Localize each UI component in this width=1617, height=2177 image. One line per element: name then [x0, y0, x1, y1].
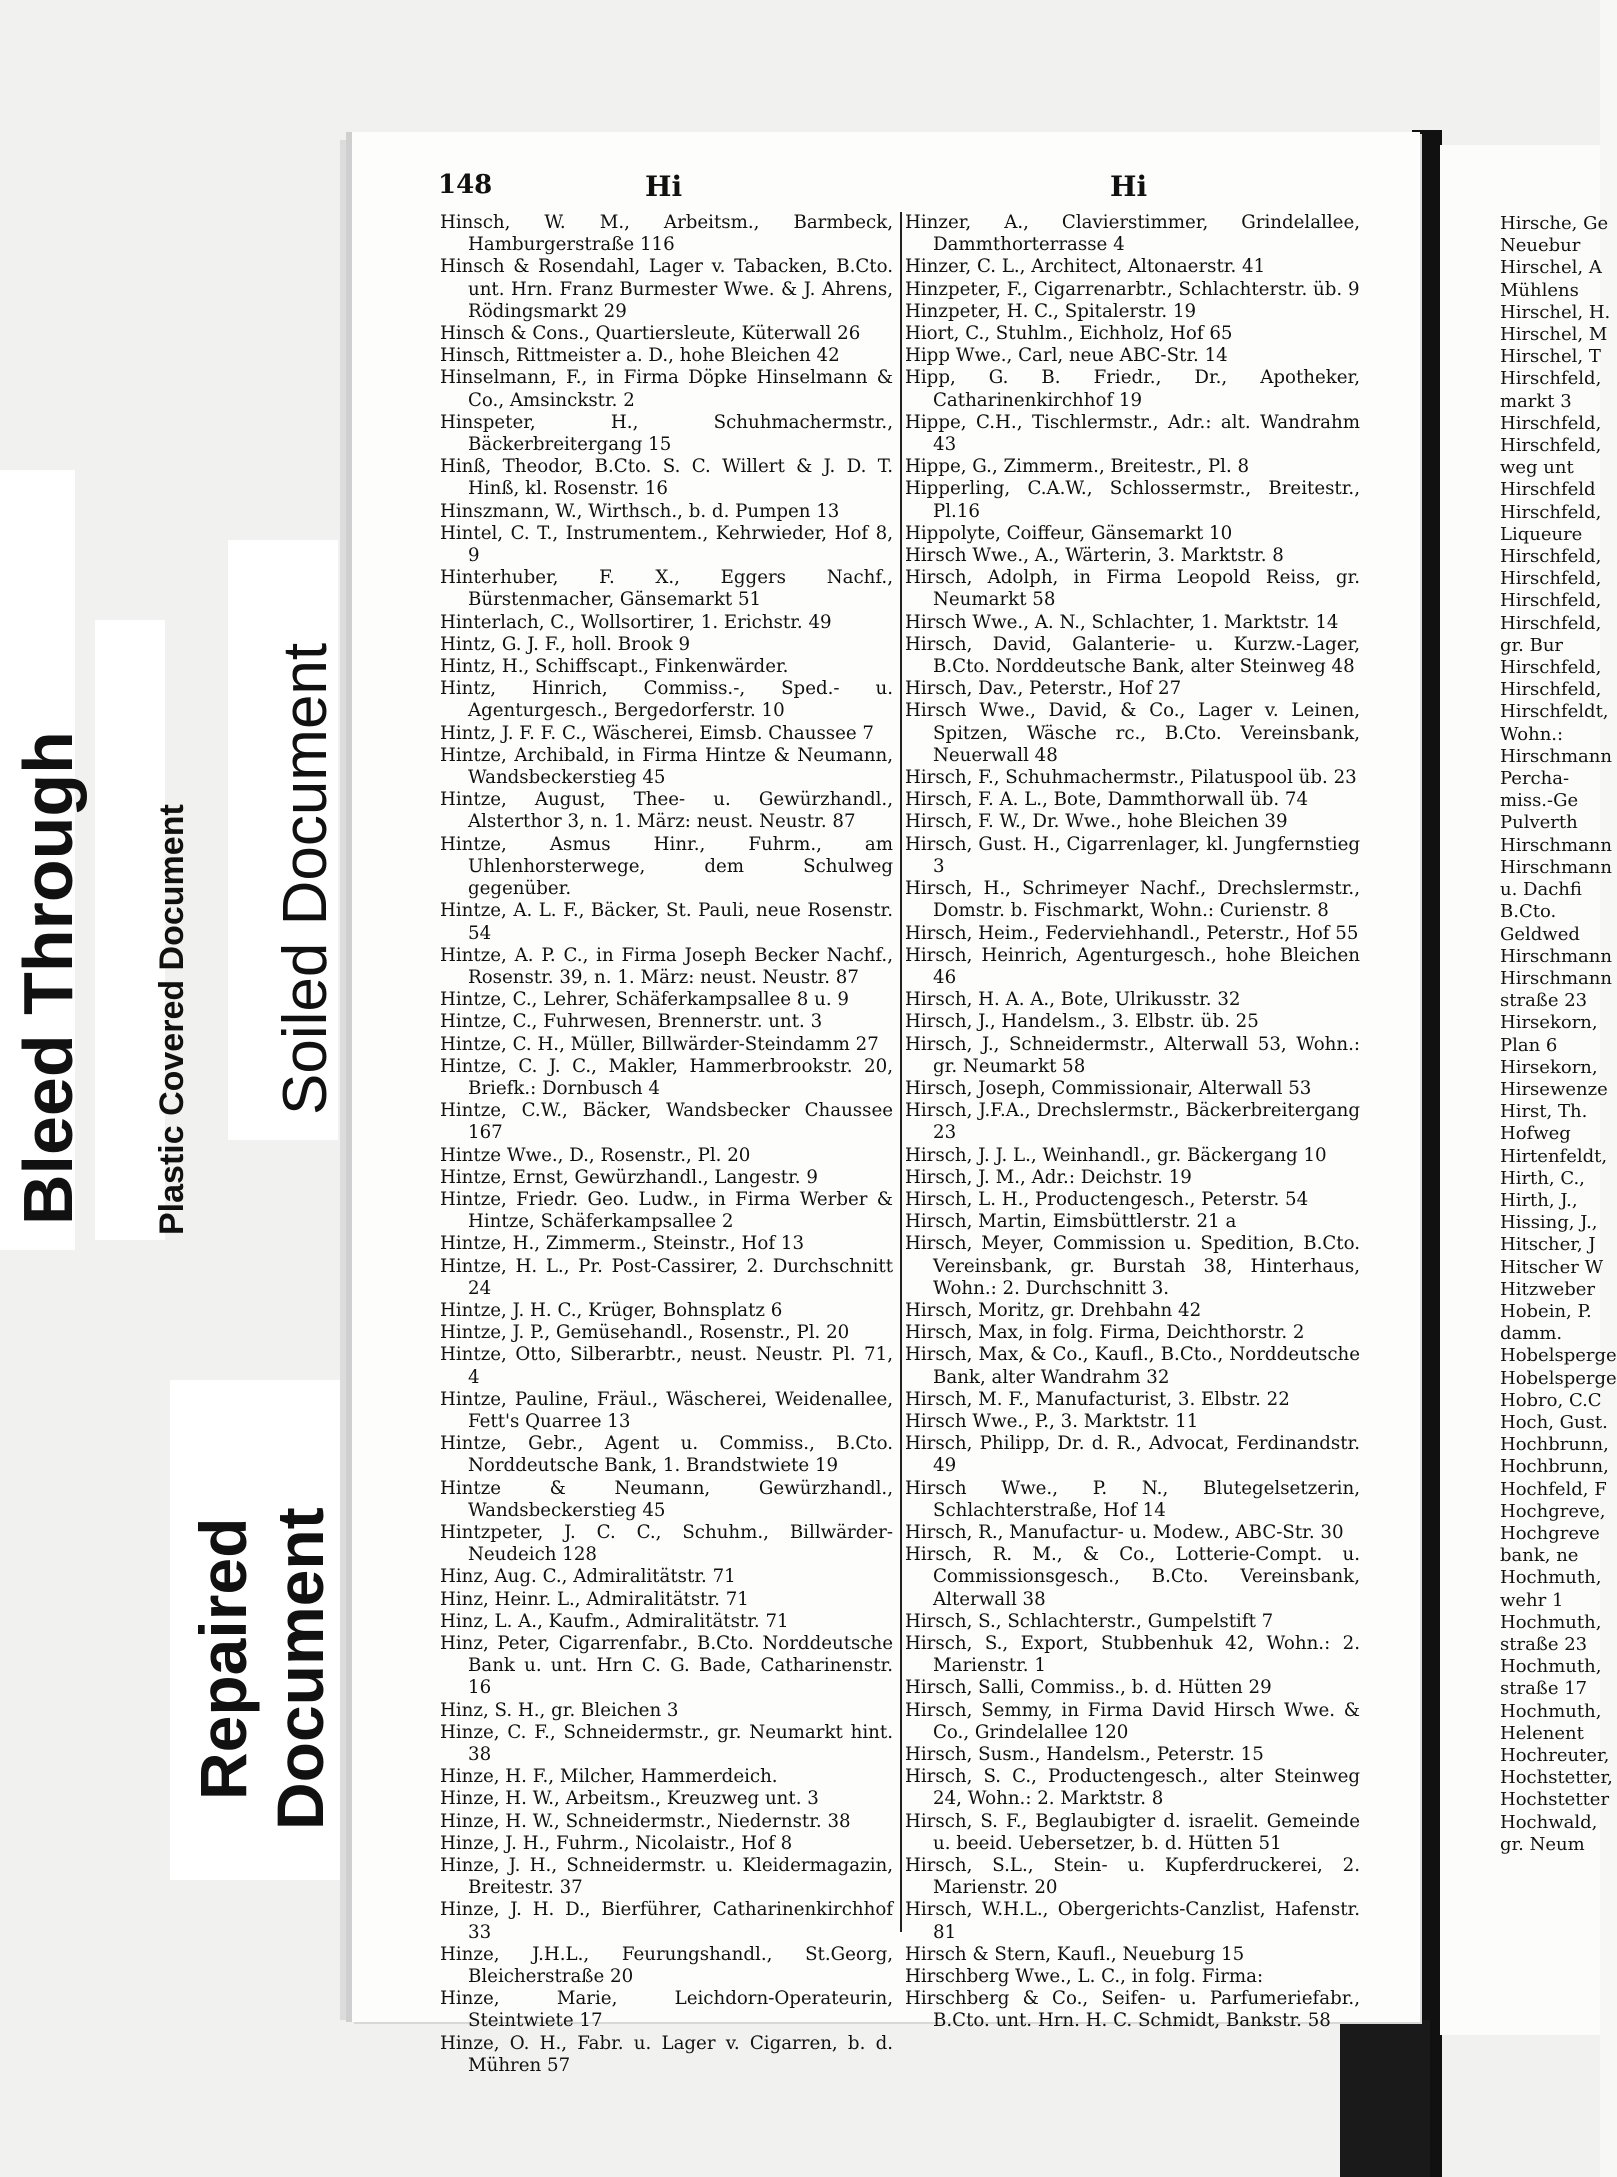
next-page-entry-fragment: Plan 6: [1500, 1034, 1558, 1056]
repaired-document-label-line1: Repaired: [186, 1517, 260, 1800]
directory-entry: Hipperling, C.A.W., Schlossermstr., Breitestr., Pl.16: [905, 478, 1360, 522]
column-divider: [900, 212, 902, 1932]
directory-entry: Hinsch, Rittmeister a. D., hohe Bleichen 42: [440, 345, 840, 367]
directory-entry: Hintze, August, Thee- u. Gewürzhandl., Alsterthor 3, n. 1. März: neust. Neustr. 87: [440, 789, 893, 833]
directory-entry: Hintz, G. J. F., holl. Brook 9: [440, 633, 691, 655]
next-page-entry-fragment: Hitscher, J: [1500, 1234, 1596, 1256]
next-page-entry-fragment: gr. Bur: [1500, 634, 1564, 656]
binder-bottom: [1340, 2020, 1430, 2177]
directory-entry: Hinz, Aug. C., Admiralitätstr. 71: [440, 1566, 736, 1588]
directory-entry: Hintze, Friedr. Geo. Ludw., in Firma Werber & Hintze, Schäferkampsallee 2: [440, 1188, 893, 1233]
next-page-entry-fragment: Liqueure: [1500, 523, 1583, 545]
directory-entry: Hinzer, C. L., Architect, Altonaerstr. 41: [905, 256, 1266, 278]
directory-entry: Hintze, Otto, Silberarbtr., neust. Neustr. Pl. 71, 4: [440, 1344, 893, 1388]
directory-entry: Hirsch, J. M., Adr.: Deichstr. 19: [905, 1166, 1192, 1188]
directory-entry: Hinspeter, H., Schuhmachermstr., Bäckerbreitergang 15: [440, 411, 893, 456]
directory-entry: Hinterlach, C., Wollsortirer, 1. Erichstr. 49: [440, 611, 832, 633]
next-page-entry-fragment: Hochgreve,: [1500, 1500, 1606, 1522]
directory-entry: Hirsch, Max, & Co., Kaufl., B.Cto., Norddeutsche Bank, alter Wandrahm 32: [905, 1344, 1360, 1388]
next-page-entry-fragment: Geldwed: [1500, 923, 1580, 945]
directory-entry: Hintze, C. H., Müller, Billwärder-Steindamm 27: [440, 1033, 879, 1055]
next-page-entry-fragment: Hochmuth,: [1500, 1567, 1602, 1589]
directory-entry: Hirschberg & Co., Seifen- u. Parfumeriefabr., B.Cto. unt. Hrn. H. C. Schmidt, Bankstr. 58: [905, 1988, 1360, 2032]
directory-entry: Hirsch, Gust. H., Cigarrenlager, kl. Jungfernstieg 3: [905, 833, 1360, 877]
next-page-entry-fragment: miss.-Ge: [1500, 790, 1579, 812]
directory-entry: Hirsch Wwe., P., 3. Marktstr. 11: [905, 1410, 1199, 1432]
directory-entry: Hintze, Asmus Hinr., Fuhrm., am Uhlenhorsterwege, dem Schulweg gegenüber.: [440, 833, 893, 900]
directory-entry: Hintz, H., Schiffscapt., Finkenwärder.: [440, 656, 789, 678]
next-page-entry-fragment: Hochfeld, F: [1500, 1478, 1607, 1500]
next-page-entry-fragment: straße 17: [1500, 1678, 1588, 1700]
next-page-entry-fragment: Hirschmann: [1500, 856, 1612, 878]
directory-entry: Hirsch, H. A. A., Bote, Ulrikusstr. 32: [905, 989, 1241, 1011]
next-page-entry-fragment: Hirsewenze: [1500, 1078, 1608, 1100]
directory-entry: Hiort, C., Stuhlm., Eichholz, Hof 65: [905, 323, 1233, 345]
next-page-entry-fragment: Hirtenfeldt,: [1500, 1145, 1608, 1167]
next-page-entry-fragment: Hirschfeld,: [1500, 412, 1602, 434]
directory-entry: Hirsch, Salli, Commiss., b. d. Hütten 29: [905, 1677, 1272, 1699]
directory-entry: Hippe, C.H., Tischlermstr., Adr.: alt. Wandrahm 43: [905, 411, 1360, 456]
next-page-entry-fragment: bank, ne: [1500, 1545, 1579, 1567]
next-page-entry-fragment: Hirschfeld,: [1500, 568, 1602, 590]
next-page-entry-fragment: Hirschfeld,: [1500, 679, 1602, 701]
directory-entry: Hintze, C. J. C., Makler, Hammerbrookstr. 20, Briefk.: Dornbusch 4: [440, 1055, 893, 1099]
directory-entry: Hinzpeter, F., Cigarrenarbtr., Schlachterstr. üb. 9: [905, 278, 1360, 300]
directory-entry: Hintz, Hinrich, Commiss.-, Sped.- u. Agenturgesch., Bergedorferstr. 10: [440, 678, 893, 722]
directory-entry: Hirsch Wwe., P. N., Blutegelsetzerin, Schlachterstraße, Hof 14: [905, 1477, 1360, 1521]
next-page-entry-fragment: Hirschfeld,: [1500, 501, 1602, 523]
bleed-through-label: Bleed Through: [9, 731, 87, 1225]
directory-entry: Hirsch, J., Schneidermstr., Alterwall 53, Wohn.: gr. Neumarkt 58: [905, 1033, 1360, 1077]
directory-entry: Hintze, Gebr., Agent u. Commiss., B.Cto. Norddeutsche Bank, 1. Brandstwiete 19: [440, 1433, 893, 1477]
directory-entry: Hintze & Neumann, Gewürzhandl., Wandsbeckerstieg 45: [440, 1477, 893, 1521]
directory-entry: Hirsch, F. A. L., Bote, Dammthorwall üb. 74: [905, 789, 1309, 811]
directory-entry: Hirsch, Adolph, in Firma Leopold Reiss, gr. Neumarkt 58: [905, 567, 1360, 611]
directory-entry: Hirsch, Dav., Peterstr., Hof 27: [905, 678, 1182, 700]
next-page-entry-fragment: Hitscher W: [1500, 1256, 1604, 1278]
directory-entry: Hirsch, Meyer, Commission u. Spedition, B.Cto. Vereinsbank, gr. Burstah 38, Hinterhaus, Wohn.: 2. Durchschnitt 3.: [905, 1233, 1360, 1299]
next-page-entry-fragment: Hirschmann: [1500, 834, 1612, 856]
next-page-entry-fragment: Hitzweber: [1500, 1278, 1596, 1300]
next-page-entry-fragment: Percha-: [1500, 768, 1570, 790]
next-page-entry-fragment: Hirschfeld: [1500, 479, 1596, 501]
left-column: [440, 212, 893, 2077]
directory-entry: Hirsch, S., Schlachterstr., Gumpelstift 7: [905, 1610, 1274, 1632]
next-page-entry-fragment: Hirschfeld,: [1500, 435, 1602, 457]
repaired-document-label-line2: Document: [263, 1507, 337, 1830]
directory-entry: Hirsch, J., Handelsm., 3. Elbstr. üb. 25: [905, 1011, 1259, 1033]
directory-entry: Hirsch, Max, in folg. Firma, Deichthorstr. 2: [905, 1322, 1305, 1344]
next-page-entry-fragment: Hirschfeld,: [1500, 368, 1602, 390]
directory-entry: Hirsch, J.F.A., Drechslermstr., Bäckerbreitergang 23: [905, 1100, 1360, 1144]
right-column: [905, 212, 1360, 2033]
directory-entry: Hinze, O. H., Fabr. u. Lager v. Cigarren, b. d. Mühren 57: [440, 2032, 893, 2076]
directory-entry: Hirsch, Semmy, in Firma David Hirsch Wwe. & Co., Grindelallee 120: [905, 1699, 1360, 1743]
next-page-entry-fragment: Hirth, J.,: [1500, 1189, 1578, 1211]
directory-entry: Hirsch, S. C., Productengesch., alter Steinweg 24, Wohn.: 2. Marktstr. 8: [905, 1766, 1360, 1810]
directory-entry: Hinzpeter, H. C., Spitalerstr. 19: [905, 300, 1197, 322]
directory-entry: Hintze, C.W., Bäcker, Wandsbecker Chaussee 167: [440, 1100, 893, 1144]
directory-entry: Hintze, C., Lehrer, Schäferkampsallee 8 u. 9: [440, 989, 849, 1011]
next-page-entry-fragment: Helenent: [1500, 1722, 1584, 1744]
next-page-entry-fragment: Hirschfeldt,: [1500, 701, 1609, 723]
next-page-entry-fragment: Hobelsperge: [1500, 1345, 1617, 1367]
next-page-entry-fragment: Hochgreve: [1500, 1522, 1600, 1544]
next-page-fragment: [1440, 145, 1617, 2035]
directory-entry: Hinszmann, W., Wirthsch., b. d. Pumpen 13: [440, 500, 840, 522]
next-page-entry-fragment: Hobein, P.: [1500, 1300, 1592, 1322]
page-number: 148: [438, 170, 493, 200]
next-page-entry-fragment: Hirsekorn,: [1500, 1012, 1598, 1034]
directory-entry: Hinsch & Rosendahl, Lager v. Tabacken, B.Cto. unt. Hrn. Franz Burmester Wwe. & J. Ahrens, Rödingsmarkt 29: [440, 256, 893, 322]
directory-entry: Hinze, J. H. D., Bierführer, Catharinenkirchhof 33: [440, 1899, 893, 1943]
directory-entry: Hirsch, Martin, Eimsbüttlerstr. 21 a: [905, 1211, 1237, 1233]
directory-entry: Hirsch, Philipp, Dr. d. R., Advocat, Ferdinandstr. 49: [905, 1433, 1360, 1477]
plastic-covered-label: Plastic Covered Document: [153, 804, 191, 1235]
next-page-entry-fragment: Wohn.:: [1500, 723, 1564, 745]
directory-entry: Hinselmann, F., in Firma Döpke Hinselmann & Co., Amsinckstr. 2: [440, 367, 893, 411]
directory-entry: Hirsch, S.L., Stein- u. Kupferdruckerei, 2. Marienstr. 20: [905, 1855, 1360, 1899]
directory-entry: Hinze, H. F., Milcher, Hammerdeich.: [440, 1766, 778, 1788]
directory-entry: Hintze, J. P., Gemüsehandl., Rosenstr., Pl. 20: [440, 1322, 850, 1344]
directory-entry: Hirsch, S., Export, Stubbenhuk 42, Wohn.: 2. Marienstr. 1: [905, 1633, 1360, 1677]
directory-entry: Hintze, Ernst, Gewürzhandl., Langestr. 9: [440, 1166, 818, 1188]
directory-entry: Hintel, C. T., Instrumentem., Kehrwieder, Hof 8, 9: [440, 522, 893, 567]
directory-entry: Hippolyte, Coiffeur, Gänsemarkt 10: [905, 522, 1233, 544]
directory-entry: Hirsch, H., Schrimeyer Nachf., Drechslermstr., Domstr. b. Fischmarkt, Wohn.: Curienstr. 8: [905, 878, 1360, 922]
next-page-entry-fragment: straße 23: [1500, 1634, 1588, 1655]
next-page-entry-fragment: gr. Neum: [1500, 1833, 1585, 1855]
next-page-entry-fragment: Hochmuth,: [1500, 1656, 1602, 1678]
next-page-entry-fragment: Hirschfeld,: [1500, 612, 1602, 634]
directory-entry: Hinsch & Cons., Quartiersleute, Küterwall 26: [440, 323, 861, 345]
directory-entry: Hipp, G. B. Friedr., Dr., Apotheker, Catharinenkirchhof 19: [905, 367, 1360, 411]
directory-entry: Hirschberg Wwe., L. C., in folg. Firma:: [905, 1966, 1264, 1988]
directory-entry: Hinze, Marie, Leichdorn-Operateurin, Steintwiete 17: [440, 1988, 893, 2032]
next-page-entry-fragment: Hirschmann: [1500, 967, 1612, 989]
next-page-entry-fragment: Hochbrunn,: [1500, 1456, 1609, 1478]
directory-entry: Hirsch, F., Schuhmachermstr., Pilatuspool üb. 23: [905, 767, 1357, 789]
directory-entry: Hirsch, S. F., Beglaubigter d. israelit. Gemeinde u. beeid. Uebersetzer, b. d. Hütten 51: [905, 1810, 1360, 1854]
directory-entry: Hirsch Wwe., A., Wärterin, 3. Marktstr. 8: [905, 545, 1284, 567]
next-page-entry-fragment: weg unt: [1500, 457, 1574, 479]
directory-entry: Hintze, H. L., Pr. Post-Cassirer, 2. Durchschnitt 24: [440, 1255, 893, 1299]
next-page-entry-fragment: Neuebur: [1500, 235, 1581, 257]
directory-entry: Hirsch, J. J. L., Weinhandl., gr. Bäckergang 10: [905, 1144, 1327, 1166]
directory-entry: Hirsch, L. H., Productengesch., Peterstr. 54: [905, 1188, 1309, 1210]
directory-entry: Hirsch, F. W., Dr. Wwe., hohe Bleichen 39: [905, 811, 1288, 833]
directory-entry: Hirsch, Heim., Federviehhandl., Peterstr., Hof 55: [905, 922, 1359, 944]
directory-entry: Hinz, S. H., gr. Bleichen 3: [440, 1699, 679, 1721]
next-page-entry-fragment: Hirschmann: [1500, 745, 1612, 767]
directory-entry: Hintze, A. L. F., Bäcker, St. Pauli, neue Rosenstr. 54: [440, 900, 893, 944]
next-page-entry-fragment: Hissing, J.,: [1500, 1212, 1598, 1234]
directory-entry: Hippe, G., Zimmerm., Breitestr., Pl. 8: [905, 456, 1250, 478]
directory-entry: Hirsch, Heinrich, Agenturgesch., hohe Bleichen 46: [905, 944, 1360, 988]
next-page-entry-fragment: Hochmuth,: [1500, 1611, 1602, 1633]
directory-entry: Hintz, J. F. F. C., Wäscherei, Eimsb. Chaussee 7: [440, 722, 874, 744]
directory-entry: Hirsch, R., Manufactur- u. Modew., ABC-Str. 30: [905, 1521, 1344, 1543]
next-page-entry-fragment: Hochbrunn,: [1500, 1434, 1609, 1456]
header-left: Hi: [645, 170, 683, 203]
next-page-entry-fragment: straße 23: [1500, 990, 1588, 1012]
directory-entry: Hirsch, Susm., Handelsm., Peterstr. 15: [905, 1744, 1264, 1766]
next-page-entry-fragment: B.Cto.: [1500, 901, 1557, 923]
next-page-entry-fragment: Hoch, Gust.: [1500, 1411, 1608, 1433]
next-page-entry-fragment: damm.: [1500, 1323, 1563, 1345]
next-page-entry-fragment: Hochstetter,: [1500, 1767, 1613, 1789]
directory-entry: Hintze, C., Fuhrwesen, Brennerstr. unt. 3: [440, 1011, 823, 1033]
next-page-entry-fragment: Pulverth: [1500, 812, 1578, 834]
directory-entry: Hirsch Wwe., A. N., Schlachter, 1. Marktstr. 14: [905, 611, 1339, 633]
directory-entry: Hirsch & Stern, Kaufl., Neueburg 15: [905, 1943, 1245, 1965]
soiled-document-label: Soiled Document: [271, 642, 340, 1115]
directory-entry: Hintze, Pauline, Fräul., Wäscherei, Weidenallee, Fett's Quarree 13: [440, 1388, 893, 1432]
directory-entry: Hinze, J. H., Schneidermstr. u. Kleidermagazin, Breitestr. 37: [440, 1855, 893, 1899]
directory-entry: Hirsch Wwe., David, & Co., Lager v. Leinen, Spitzen, Wäsche rc., B.Cto. Vereinsbank, Neuerwall 48: [905, 700, 1360, 766]
header-right: Hi: [1110, 170, 1148, 203]
directory-entry: Hintze, A. P. C., in Firma Joseph Becker Nachf., Rosenstr. 39, n. 1. März: neust. Neustr. 87: [440, 944, 893, 988]
next-page-entry-fragment: Hirsekorn,: [1500, 1056, 1598, 1078]
next-page-entry-fragment: Hirth, C.,: [1500, 1167, 1585, 1189]
directory-entry: Hirsch, Moritz, gr. Drehbahn 42: [905, 1299, 1202, 1321]
next-page-entry-fragment: wehr 1: [1500, 1589, 1564, 1611]
directory-entry: Hinzer, A., Clavierstimmer, Grindelallee, Dammthorterrasse 4: [905, 212, 1360, 256]
directory-entry: Hipp Wwe., Carl, neue ABC-Str. 14: [905, 345, 1228, 367]
next-page-entry-fragment: u. Dachfi: [1500, 879, 1582, 901]
next-page-entry-fragment: Hirschfeld,: [1500, 546, 1602, 568]
directory-entry: Hinß, Theodor, B.Cto. S. C. Willert & J. D. T. Hinß, kl. Rosenstr. 16: [440, 456, 893, 500]
directory-entry: Hinz, Peter, Cigarrenfabr., B.Cto. Norddeutsche Bank u. unt. Hrn C. G. Bade, Catharinenstr. 16: [440, 1633, 893, 1699]
next-page-entry-fragment: Hirst, Th.: [1500, 1101, 1588, 1123]
directory-entry: Hirsch, W.H.L., Obergerichts-Canzlist, Hafenstr. 81: [905, 1899, 1360, 1943]
next-page-entry-fragment: Hobelsperge: [1500, 1367, 1617, 1389]
directory-entry: Hinterhuber, F. X., Eggers Nachf., Bürstenmacher, Gänsemarkt 51: [440, 567, 893, 611]
directory-entry: Hirsch, M. F., Manufacturist, 3. Elbstr. 22: [905, 1388, 1290, 1410]
next-page-entry-fragment: Hochreuter,: [1500, 1745, 1610, 1767]
next-page-entry-fragment: Hirschel, A: [1500, 257, 1602, 279]
next-page-entry-fragment: Mühlens: [1500, 279, 1579, 301]
directory-entry: Hinze, H. W., Arbeitsm., Kreuzweg unt. 3: [440, 1788, 819, 1810]
directory-entry: Hintze, H., Zimmerm., Steinstr., Hof 13: [440, 1233, 805, 1255]
directory-entry: Hinze, J. H., Fuhrm., Nicolaistr., Hof 8: [440, 1832, 793, 1854]
directory-entry: Hinze, H. W., Schneidermstr., Niedernstr. 38: [440, 1810, 851, 1832]
next-page-entry-fragment: Hirschel, H.: [1500, 301, 1611, 323]
directory-entry: Hirsch, Joseph, Commissionair, Alterwall 53: [905, 1077, 1312, 1099]
next-page-entry-fragment: Hirschfeld,: [1500, 657, 1602, 679]
directory-entry: Hintze, J. H. C., Krüger, Bohnsplatz 6: [440, 1299, 783, 1321]
directory-entry: Hirsch, David, Galanterie- u. Kurzw.-Lager, B.Cto. Norddeutsche Bank, alter Steinweg 48: [905, 633, 1360, 678]
next-page-entry-fragment: Hofweg: [1500, 1123, 1571, 1145]
next-page-entry-fragment: Hirschel, M: [1500, 324, 1608, 346]
directory-entry: Hintzpeter, J. C. C., Schuhm., Billwärder-Neudeich 128: [440, 1521, 893, 1566]
next-page-entry-fragment: Hochstetter: [1500, 1789, 1610, 1811]
directory-entry: Hintze Wwe., D., Rosenstr., Pl. 20: [440, 1144, 751, 1166]
directory-entry: Hirsch, R. M., & Co., Lotterie-Compt. u. Commissionsgesch., B.Cto. Vereinsbank, Alterwall 38: [905, 1544, 1360, 1610]
next-page-entry-fragment: Hirsche, Ge: [1500, 213, 1609, 234]
next-page-entry-fragment: Hirschel, T: [1500, 346, 1601, 368]
directory-entry: Hinze, J.H.L., Feurungshandl., St.Georg, Bleicherstraße 20: [440, 1943, 893, 1988]
directory-entry: Hinz, L. A., Kaufm., Admiralitätstr. 71: [440, 1610, 789, 1632]
directory-entry: Hintze, Archibald, in Firma Hintze & Neumann, Wandsbeckerstieg 45: [440, 744, 893, 789]
next-page-entry-fragment: markt 3: [1500, 390, 1572, 412]
next-page-entry-fragment: Hochmuth,: [1500, 1700, 1602, 1722]
next-page-entry-fragment: Hochwald,: [1500, 1811, 1598, 1833]
next-page-entry-fragment: Hirschfeld,: [1500, 590, 1602, 612]
directory-entry: Hinsch, W. M., Arbeitsm., Barmbeck, Hamburgerstraße 116: [440, 212, 893, 256]
next-page-entry-fragment: Hirschmann: [1500, 945, 1612, 967]
directory-entry: Hinze, C. F., Schneidermstr., gr. Neumarkt hint. 38: [440, 1721, 893, 1766]
next-page-entry-fragment: Hobro, C.C: [1500, 1389, 1602, 1411]
directory-entry: Hinz, Heinr. L., Admiralitätstr. 71: [440, 1588, 749, 1610]
